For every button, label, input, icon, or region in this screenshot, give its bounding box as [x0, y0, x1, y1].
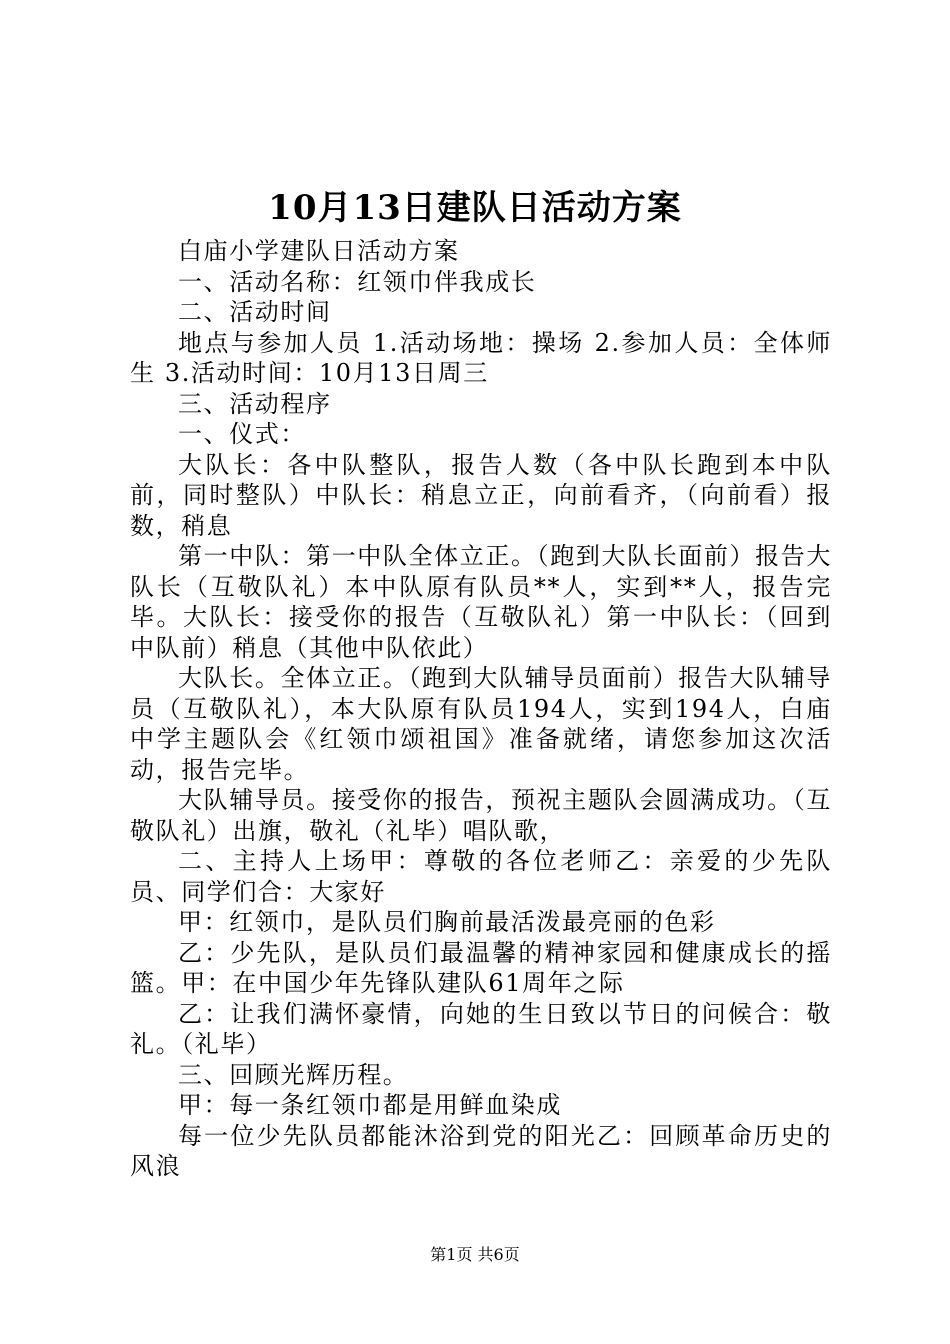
paragraph: 一、仪式：: [178, 420, 306, 448]
paragraph: 每一位少先队员都能沐浴到党的阳光乙：回顾革命历史的风浪: [130, 1121, 832, 1180]
paragraph: 白庙小学建队日活动方案: [178, 237, 460, 265]
paragraph: 甲：红领巾，是队员们胸前最活泼最亮丽的色彩: [178, 908, 716, 936]
paragraph: 大队长：各中队整队，报告人数（各中队长跑到本中队前，同时整队）中队长：稍息立正，向前看齐，（向前看）报数，稍息: [130, 450, 832, 540]
paragraph: 二、活动时间: [178, 298, 332, 326]
paragraph: 二、主持人上场甲：尊敬的各位老师乙：亲爱的少先队员、同学们合：大家好: [130, 847, 832, 906]
document-body: [130, 236, 832, 1182]
paragraph: 三、回顾光辉历程。: [178, 1060, 409, 1089]
paragraph: 乙：少先队，是队员们最温馨的精神家园和健康成长的摇篮。甲：在中国少年先锋队建队61周年之际: [130, 938, 832, 997]
paragraph: 乙：让我们满怀豪情，向她的生日致以节日的问候合：敬礼。（礼毕）: [130, 999, 832, 1058]
paragraph: 三、活动程序: [178, 389, 332, 418]
paragraph: 第一中队：第一中队全体立正。（跑到大队长面前）报告大队长（互敬队礼）本中队原有队员**人，实到**人，报告完毕。大队长：接受你的报告（互敬队礼）第一中队长：（回到中队前）稍息（其他中队依此）: [130, 542, 832, 662]
page-title: 10月13日建队日活动方案: [268, 188, 682, 228]
paragraph: 甲：每一条红领巾都是用鲜血染成: [178, 1091, 562, 1119]
paragraph: 大队长。全体立正。（跑到大队辅导员面前）报告大队辅导员（互敬队礼），本大队原有队员194人，实到194人，白庙中学主题队会《红领巾颂祖国》准备就绪，请您参加这次活动，报告完毕。: [130, 664, 832, 784]
paragraph: 地点与参加人员 1.活动场地：操场 2.参加人员：全体师生 3.活动时间：10月13日周三: [130, 328, 832, 387]
page-number-footer: 第1页 共6页: [430, 1245, 520, 1264]
paragraph: 大队辅导员。接受你的报告，预祝主题队会圆满成功。（互敬队礼）出旗，敬礼（礼毕）唱队歌，: [130, 786, 832, 845]
paragraph: 一、活动名称：红领巾伴我成长: [178, 267, 537, 296]
